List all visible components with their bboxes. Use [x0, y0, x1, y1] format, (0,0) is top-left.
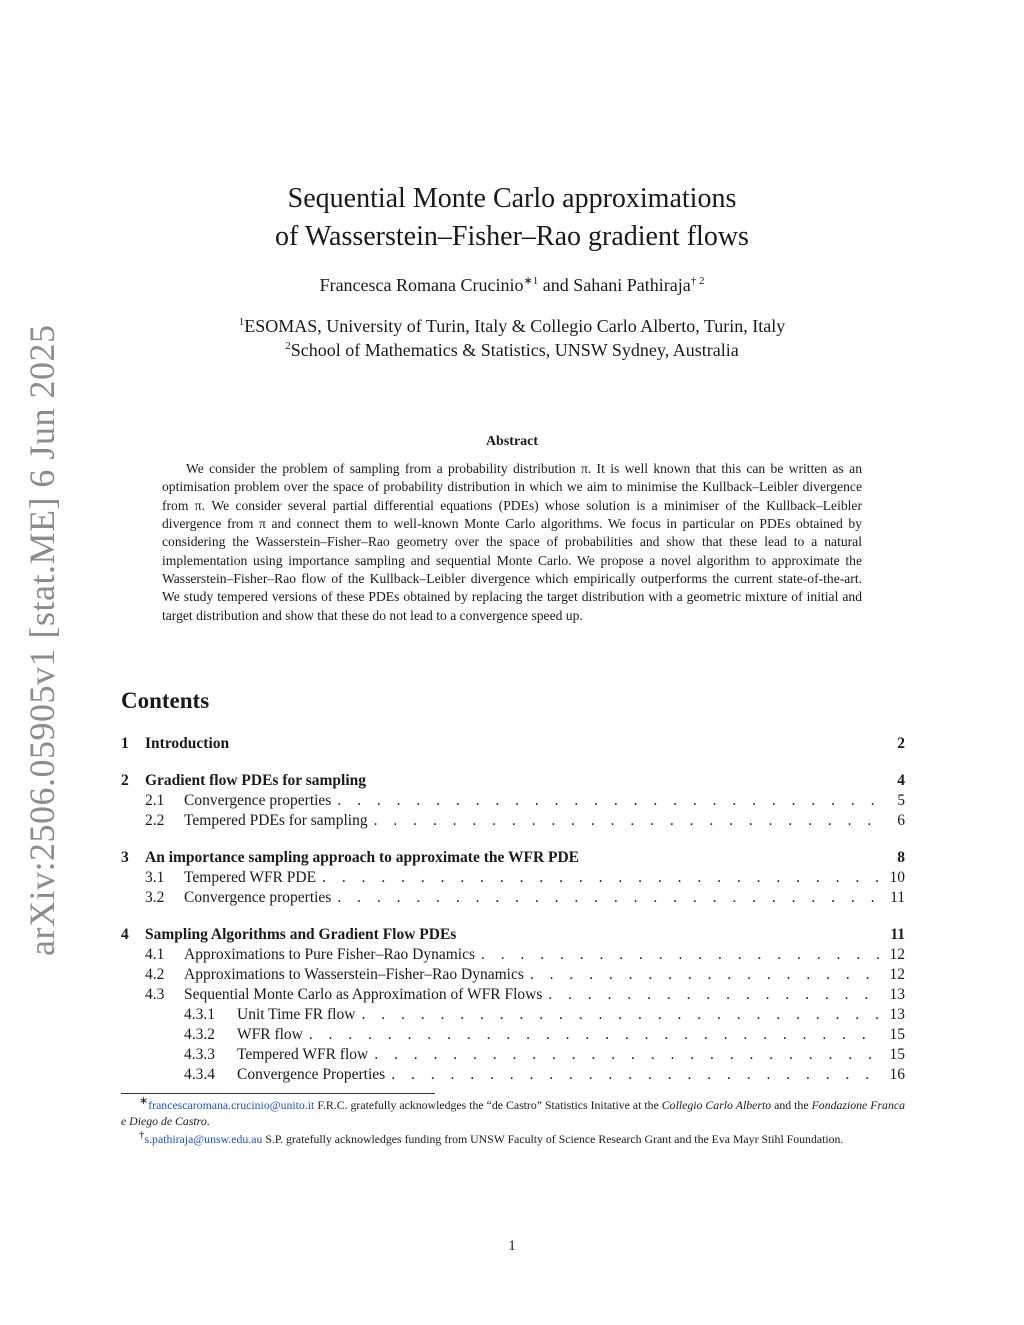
- toc-entry[interactable]: [121, 791, 905, 811]
- toc-number: 4.3: [145, 986, 165, 1003]
- toc-number: 4.1: [145, 946, 165, 963]
- footnotes: [121, 1097, 905, 1149]
- toc-page: 2: [897, 735, 905, 752]
- affiliation-1-text: ESOMAS, University of Turin, Italy & Collegio Carlo Alberto, Turin, Italy: [244, 316, 786, 336]
- toc-label: Tempered WFR flow: [237, 1046, 369, 1063]
- toc-number: 2.2: [145, 812, 165, 829]
- toc-entry[interactable]: [121, 985, 905, 1005]
- toc-page: 11: [890, 889, 905, 906]
- author-crucinio: Francesca Romana Crucinio: [319, 275, 524, 295]
- toc-page: 8: [897, 849, 905, 866]
- toc-entry[interactable]: [121, 848, 905, 868]
- toc-leader-dots: [309, 1025, 879, 1045]
- abstract-body: We consider the problem of sampling from a probability distribution π. It is well known that this can be written as an optimisation problem over the space of probability distribution in which we aim to minimise the Kullback–Leibler divergence from π. We consider several partial differential equations (PDEs) whose solution is a minimiser of the Kullback–Leibler divergence from π and connect them to well-known Monte Carlo algorithms. We focus in particular on PDEs obtained by considering the Wasserstein–Fisher–Rao geometry over the space of probabilities and show that these lead to a natural implementation using importance sampling and sequential Monte Carlo. We propose a novel algorithm to approximate the Wasserstein–Fisher–Rao flow of the Kullback–Leibler divergence which empirically outperforms the current state-of-the-art. We study tempered versions of these PDEs obtained by replacing the target distribution with a geometric mixture of initial and target distribution and show that these do not lead to a convergence speed up.: [162, 461, 862, 623]
- toc-entry[interactable]: [121, 888, 905, 908]
- toc-label: Sampling Algorithms and Gradient Flow PDEs: [145, 926, 457, 943]
- contents-heading: Contents: [121, 688, 210, 713]
- toc-entry[interactable]: [121, 1025, 905, 1045]
- toc-label: Approximations to Wasserstein–Fisher–Rao Dynamics: [184, 966, 524, 983]
- toc-entry[interactable]: [121, 945, 905, 965]
- toc-number: 4.3.4: [184, 1066, 215, 1083]
- footnote-2-text: S.P. gratefully acknowledges funding from UNSW Faculty of Science Research Grant and the Eva Mayr Stihl Foundation.: [262, 1132, 844, 1146]
- toc-entry[interactable]: [121, 771, 905, 791]
- toc-number: 3: [121, 849, 129, 866]
- toc-number: 4.3.2: [184, 1026, 215, 1043]
- toc-number: 2: [121, 772, 129, 789]
- toc-leader-dots: [337, 888, 879, 908]
- toc-label: An importance sampling approach to approximate the WFR PDE: [145, 849, 580, 866]
- footnote-1-mark: ∗: [139, 1095, 149, 1108]
- toc-label: Introduction: [145, 735, 230, 752]
- toc-entry[interactable]: [121, 868, 905, 888]
- toc-number: 3.2: [145, 889, 165, 906]
- toc-page: 13: [889, 986, 905, 1003]
- email-link-crucinio[interactable]: francescaromana.crucinio@unito.it: [148, 1098, 315, 1112]
- toc-entry[interactable]: [121, 1045, 905, 1065]
- toc-number: 3.1: [145, 869, 165, 886]
- toc-page: 16: [889, 1066, 905, 1083]
- toc-leader-dots: [391, 1065, 879, 1085]
- toc-label: Unit Time FR flow: [237, 1006, 356, 1023]
- author-connector: and: [542, 275, 569, 295]
- toc-label: Gradient flow PDEs for sampling: [145, 772, 367, 789]
- toc-page: 12: [889, 966, 905, 983]
- footnote-1: [121, 1097, 905, 1129]
- author-pathiraja: Sahani Pathiraja: [573, 275, 691, 295]
- toc-label: Tempered PDEs for sampling: [184, 812, 368, 829]
- toc-entry[interactable]: [121, 1065, 905, 1085]
- toc-entry[interactable]: [121, 965, 905, 985]
- toc-entry[interactable]: [121, 1005, 905, 1025]
- toc-number: 4.2: [145, 966, 165, 983]
- footnote-rule: [121, 1093, 435, 1094]
- footnote-2: [121, 1131, 905, 1147]
- author-1-marks: ∗1: [523, 275, 539, 287]
- toc-page: 15: [889, 1026, 905, 1043]
- toc-number: 2.1: [145, 792, 165, 809]
- toc-label: Sequential Monte Carlo as Approximation of WFR Flows: [184, 986, 543, 1003]
- toc-entry[interactable]: [121, 811, 905, 831]
- affiliation-2-mark: 2: [285, 340, 291, 352]
- author-2-marks: † 2: [690, 275, 705, 287]
- footnote-1-italic: Collegio Carlo Alberto: [661, 1098, 772, 1112]
- toc-label: Convergence properties: [184, 889, 332, 906]
- toc-page: 10: [889, 869, 905, 886]
- footnote-1-italic: Fondazione Franca e Diego de Castro: [121, 1098, 905, 1128]
- footnote-1-text: and the: [771, 1098, 812, 1112]
- toc-page: 6: [897, 812, 905, 829]
- footnote-1-text: .: [206, 1114, 210, 1128]
- email-link-pathiraja[interactable]: s.pathiraja@unsw.edu.au: [144, 1132, 263, 1146]
- footnote-2-mark: †: [139, 1129, 145, 1142]
- abstract-heading: Abstract: [485, 434, 539, 449]
- table-of-contents: [121, 734, 905, 1085]
- toc-label: Approximations to Pure Fisher–Rao Dynamics: [184, 946, 476, 963]
- toc-leader-dots: [361, 1005, 879, 1025]
- toc-page: 12: [889, 946, 905, 963]
- toc-leader-dots: [374, 1045, 879, 1065]
- toc-label: Tempered WFR PDE: [184, 869, 317, 886]
- toc-entry[interactable]: [121, 925, 905, 945]
- arxiv-identifier: arXiv:2506.05905v1 [stat.ME] 6 Jun 2025: [22, 324, 62, 956]
- toc-page: 15: [889, 1046, 905, 1063]
- affiliation-2-text: School of Mathematics & Statistics, UNSW Sydney, Australia: [290, 340, 739, 360]
- paper-title: [120, 180, 904, 256]
- toc-leader-dots: [374, 811, 879, 831]
- author-list: [120, 272, 904, 298]
- toc-number: 4.3.1: [184, 1006, 215, 1023]
- affiliations: [120, 314, 904, 362]
- toc-label: Convergence Properties: [237, 1066, 386, 1083]
- toc-leader-dots: [322, 868, 879, 888]
- title-line-1: Sequential Monte Carlo approximations: [287, 183, 737, 214]
- toc-number: 4: [121, 926, 129, 943]
- toc-leader-dots: [530, 965, 879, 985]
- toc-label: Convergence properties: [184, 792, 332, 809]
- toc-leader-dots: [548, 985, 879, 1005]
- toc-page: 4: [897, 772, 905, 789]
- affiliation-2: [120, 338, 904, 362]
- toc-number: 1: [121, 735, 129, 752]
- toc-page: 13: [889, 1006, 905, 1023]
- affiliation-1-mark: 1: [238, 316, 245, 328]
- title-line-2: of Wasserstein–Fisher–Rao gradient flows: [275, 221, 749, 252]
- toc-leader-dots: [337, 791, 879, 811]
- affiliation-1: [120, 314, 904, 338]
- footnote-1-text: F.R.C. gratefully acknowledges the “de Castro” Statistics Initative at the: [314, 1098, 662, 1112]
- toc-page: 11: [890, 926, 905, 943]
- toc-leader-dots: [481, 945, 879, 965]
- page-number: 1: [508, 1238, 516, 1254]
- toc-page: 5: [897, 792, 905, 809]
- toc-number: 4.3.3: [184, 1046, 215, 1063]
- toc-entry[interactable]: [121, 734, 905, 754]
- toc-label: WFR flow: [237, 1026, 303, 1043]
